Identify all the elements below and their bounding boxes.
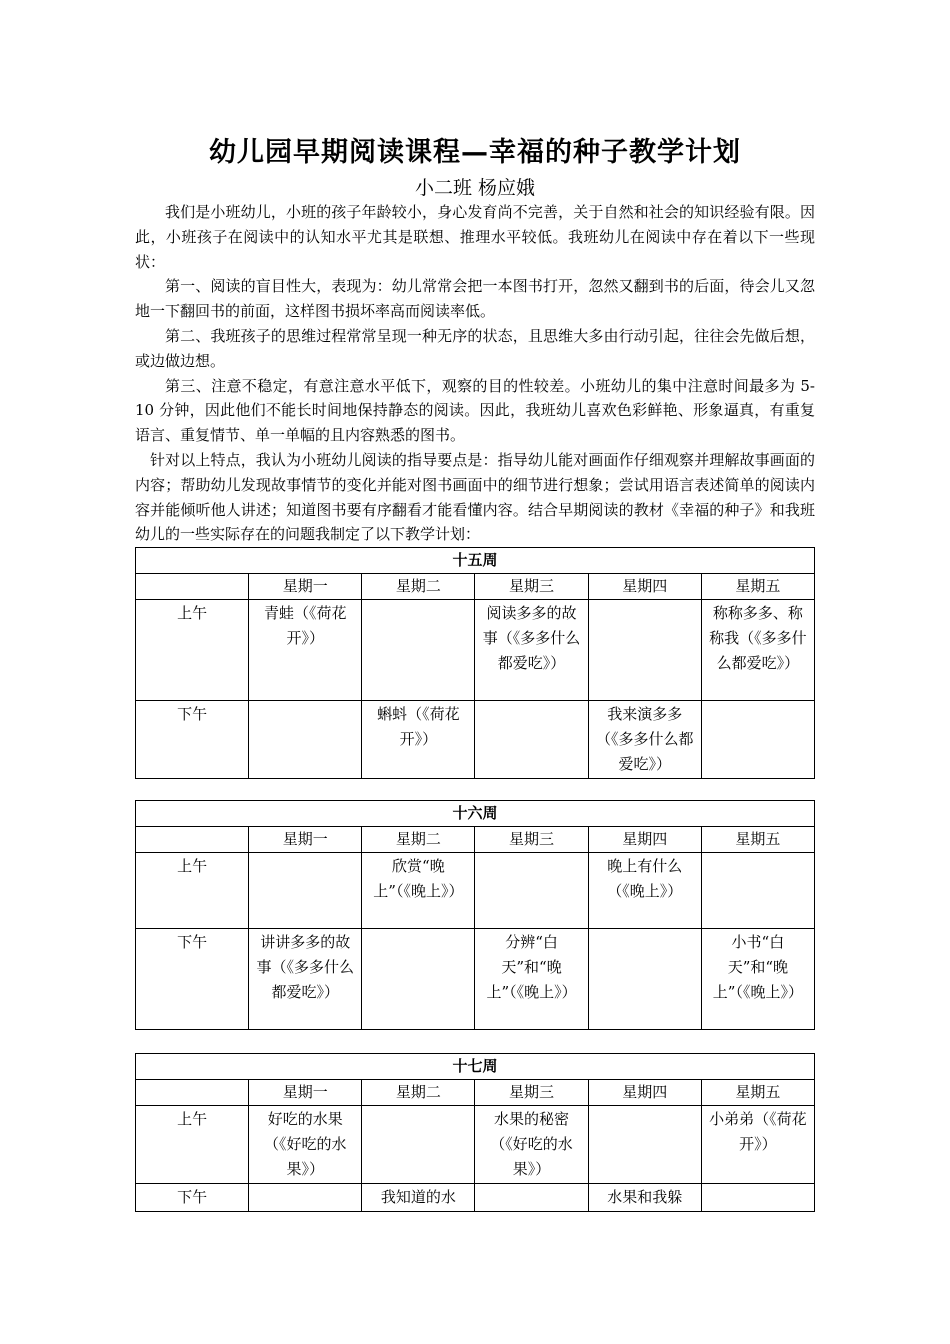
schedule-cell — [249, 1184, 362, 1212]
paragraph: 第三、注意不稳定，有意注意水平低下，观察的目的性较差。小班幼儿的集中注意时间最多为 5-10 分钟，因此他们不能长时间地保持静态的阅读。因此，我班幼儿喜欢色彩鲜艳、形象逼真，有重复语言、重复情节、单一单幅的且内容熟悉的图书。 — [135, 376, 815, 445]
schedule-cell: 蝌蚪（《荷花开》） — [362, 701, 475, 779]
schedule-cell: 分辨“白天”和“晚上”（《晚上》） — [475, 929, 588, 1030]
schedule-cell: 水果和我躲 — [588, 1184, 701, 1212]
schedule-cell — [362, 600, 475, 701]
schedule-cell — [475, 853, 588, 929]
week-16-table — [135, 800, 815, 1030]
schedule-cell — [588, 929, 701, 1030]
day-header: 星期三 — [475, 574, 588, 600]
day-header: 星期一 — [249, 574, 362, 600]
period-label: 下午 — [136, 1184, 249, 1212]
day-header — [136, 574, 249, 600]
schedule-cell — [588, 1106, 701, 1184]
week-title: 十五周 — [136, 548, 815, 574]
schedule-cell: 我来演多多（《多多什么都爱吃》） — [588, 701, 701, 779]
week-15-table — [135, 547, 815, 779]
day-header: 星期二 — [362, 1080, 475, 1106]
paragraph: 第二、我班孩子的思维过程常常呈现一种无序的状态，且思维大多由行动引起，往往会先做后想，或边做边想。 — [135, 326, 815, 370]
schedule-cell: 欣赏“晚上”（《晚上》） — [362, 853, 475, 929]
day-header: 星期五 — [701, 574, 814, 600]
day-header: 星期五 — [701, 1080, 814, 1106]
schedule-cell: 小书“白天”和“晚上”（《晚上》） — [701, 929, 814, 1030]
schedule-cell — [362, 1106, 475, 1184]
schedule-cell — [701, 701, 814, 779]
schedule-cell — [588, 600, 701, 701]
schedule-cell: 青蛙（《荷花开》） — [249, 600, 362, 701]
day-header: 星期二 — [362, 827, 475, 853]
period-label: 上午 — [136, 1106, 249, 1184]
day-header: 星期五 — [701, 827, 814, 853]
schedule-cell: 称称多多、称称我（《多多什么都爱吃》） — [701, 600, 814, 701]
day-header: 星期三 — [475, 1080, 588, 1106]
document-subtitle: 小二班 杨应娥 — [414, 177, 536, 199]
schedule-cell: 晚上有什么（《晚上》） — [588, 853, 701, 929]
period-label: 下午 — [136, 929, 249, 1030]
schedule-cell — [475, 1184, 588, 1212]
week-title: 十七周 — [136, 1054, 815, 1080]
day-header: 星期四 — [588, 1080, 701, 1106]
schedule-cell — [362, 929, 475, 1030]
period-label: 下午 — [136, 701, 249, 779]
day-header — [136, 827, 249, 853]
schedule-cell: 讲讲多多的故事（《多多什么都爱吃》） — [249, 929, 362, 1030]
document-title: 幼儿园早期阅读课程—幸福的种子教学计划 — [209, 137, 741, 168]
day-header: 星期四 — [588, 827, 701, 853]
day-header: 星期一 — [249, 1080, 362, 1106]
schedule-cell: 阅读多多的故事（《多多什么都爱吃》） — [475, 600, 588, 701]
day-header — [136, 1080, 249, 1106]
day-header: 星期四 — [588, 574, 701, 600]
day-header: 星期二 — [362, 574, 475, 600]
intro-text — [135, 200, 815, 547]
schedule-cell — [249, 701, 362, 779]
schedule-cell: 小弟弟（《荷花开》） — [701, 1106, 814, 1184]
period-label: 上午 — [136, 853, 249, 929]
paragraph: 我们是小班幼儿，小班的孩子年龄较小，身心发育尚不完善，关于自然和社会的知识经验有限。因此，小班孩子在阅读中的认知水平尤其是联想、推理水平较低。我班幼儿在阅读中存在着以下一些现状： — [135, 203, 815, 271]
schedule-cell — [475, 701, 588, 779]
schedule-cell: 好吃的水果（《好吃的水果》） — [249, 1106, 362, 1184]
schedule-cell: 我知道的水 — [362, 1184, 475, 1212]
week-17-table — [135, 1053, 815, 1212]
paragraph: 第一、阅读的盲目性大，表现为：幼儿常常会把一本图书打开，忽然又翻到书的后面，待会儿又忽地一下翻回书的前面，这样图书损坏率高而阅读率低。 — [135, 277, 815, 321]
week-title: 十六周 — [136, 801, 815, 827]
period-label: 上午 — [136, 600, 249, 701]
schedule-cell — [701, 1184, 814, 1212]
schedule-cell — [701, 853, 814, 929]
day-header: 星期三 — [475, 827, 588, 853]
schedule-cell — [249, 853, 362, 929]
schedule-cell: 水果的秘密（《好吃的水果》） — [475, 1106, 588, 1184]
paragraph: 针对以上特点，我认为小班幼儿阅读的指导要点是：指导幼儿能对画面作仔细观察并理解故事画面的内容；帮助幼儿发现故事情节的变化并能对图书画面中的细节进行想象；尝试用语言表述简单的阅读内容并能倾听他人讲述；知道图书要有序翻看才能看懂内容。结合早期阅读的教材《幸福的种子》和我班幼儿的一些实际存在的问题我制定了以下教学计划： — [135, 450, 815, 544]
day-header: 星期一 — [249, 827, 362, 853]
